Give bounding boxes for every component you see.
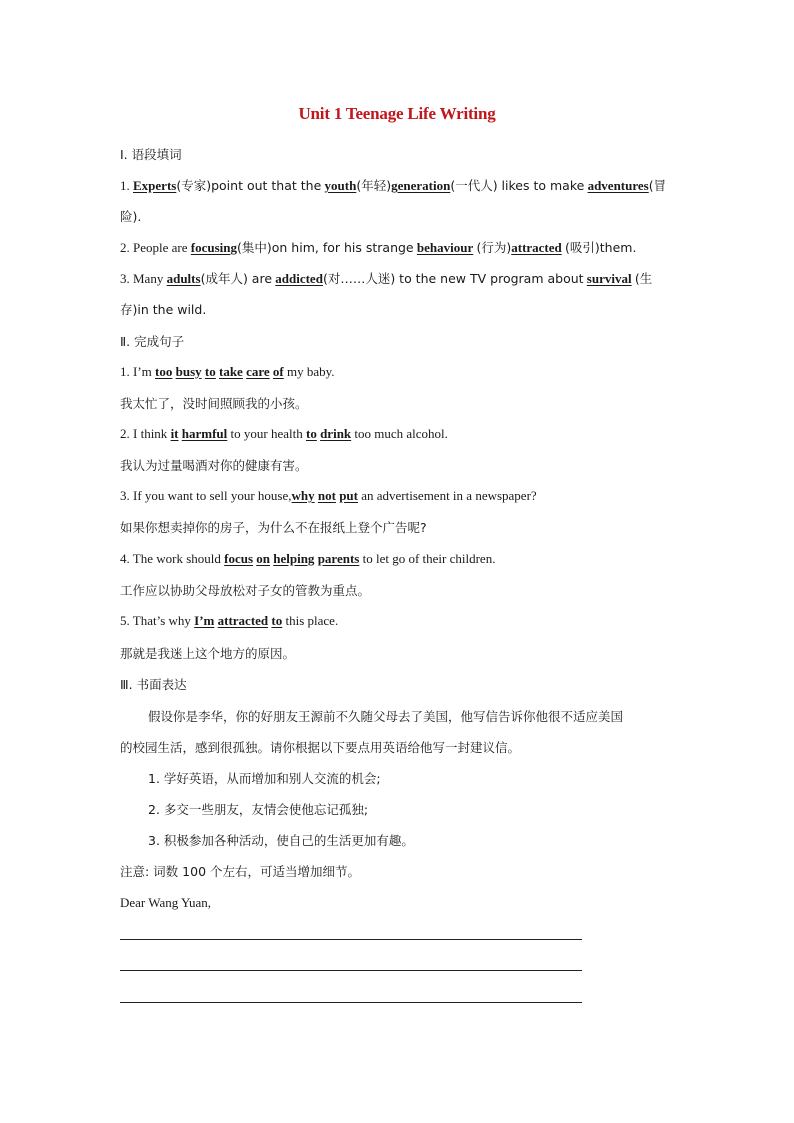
- answer: of: [272, 364, 284, 379]
- answer: Experts: [133, 178, 177, 193]
- writing-line: [120, 970, 582, 971]
- section2-s1: 1. I’m too busy to take care of my baby.: [120, 364, 335, 379]
- answer: to: [204, 364, 216, 379]
- answer: I’m: [194, 613, 215, 628]
- section1-q1-cont: 险).: [120, 209, 142, 224]
- answer: to: [305, 426, 317, 441]
- answer: adults: [166, 271, 201, 286]
- section2-s4-zh: 工作应以协助父母放松对子女的管教为重点。: [120, 583, 371, 598]
- answer: to: [271, 613, 283, 628]
- section2-s3: 3. If you want to sell your house,why not put an advertisement in a newspaper?: [120, 488, 537, 503]
- answer: attracted: [217, 613, 269, 628]
- section1-q3-cont: 存)in the wild.: [120, 302, 207, 317]
- answer: helping: [273, 551, 315, 566]
- answer: too: [155, 364, 173, 379]
- section1-q3: 3. Many adults(成年人) are addicted(对……人迷) to the new TV program about survival (生: [120, 271, 653, 286]
- answer: youth: [324, 178, 357, 193]
- section1-heading: Ⅰ. 语段填词: [120, 147, 182, 162]
- section2-s4: 4. The work should focus on helping parents to let go of their children.: [120, 551, 496, 566]
- section2-s5-zh: 那就是我迷上这个地方的原因。: [120, 646, 296, 661]
- word-count-note: 注意: 词数 100 个左右，可适当增加细节。: [120, 864, 360, 879]
- prompt-point-2: 2. 多交一些朋友，友情会使他忘记孤独;: [148, 802, 369, 817]
- answer: harmful: [181, 426, 228, 441]
- prompt-line-2: 的校园生活，感到很孤独。请你根据以下要点用英语给他写一封建议信。: [120, 740, 521, 755]
- section3-heading: Ⅲ. 书面表达: [120, 677, 187, 692]
- answer: focus: [224, 551, 254, 566]
- answer: addicted: [275, 271, 323, 286]
- answer: it: [170, 426, 179, 441]
- answer: care: [246, 364, 270, 379]
- answer: take: [219, 364, 243, 379]
- answer: on: [256, 551, 270, 566]
- section1-q1: 1. Experts(专家)point out that the youth(年轻)generation(一代人) likes to make adventures(冒: [120, 178, 667, 193]
- writing-line: [120, 1002, 582, 1003]
- answer: put: [339, 488, 358, 503]
- answer: parents: [317, 551, 360, 566]
- answer: drink: [320, 426, 352, 441]
- answer: focusing: [190, 240, 237, 255]
- section2-s3-zh: 如果你想卖掉你的房子，为什么不在报纸上登个广告呢?: [120, 520, 427, 535]
- writing-line: [120, 939, 582, 940]
- section2-s2: 2. I think it harmful to your health to drink too much alcohol.: [120, 426, 448, 441]
- section2-heading: Ⅱ. 完成句子: [120, 334, 185, 349]
- prompt-point-1: 1. 学好英语，从而增加和别人交流的机会;: [148, 771, 381, 786]
- answer: not: [317, 488, 336, 503]
- answer: generation: [391, 178, 451, 193]
- answer: behaviour: [416, 240, 474, 255]
- section2-s1-zh: 我太忙了，没时间照顾我的小孩。: [120, 396, 308, 411]
- prompt-line-1: 假设你是李华，你的好朋友王源前不久随父母去了美国，他写信告诉你他很不适应美国: [148, 709, 624, 724]
- answer: attracted: [511, 240, 562, 255]
- answer: survival: [586, 271, 632, 286]
- page-title: Unit 1 Teenage Life Writing: [298, 104, 496, 123]
- answer: why: [291, 488, 315, 503]
- section2-s2-zh: 我认为过量喝酒对你的健康有害。: [120, 458, 308, 473]
- letter-salutation: Dear Wang Yuan,: [120, 895, 212, 910]
- answer: adventures: [587, 178, 649, 193]
- section1-q2: 2. People are focusing(集中)on him, for his strange behaviour (行为)attracted (吸引)them.: [120, 240, 637, 255]
- prompt-point-3: 3. 积极参加各种活动，使自己的生活更加有趣。: [148, 833, 414, 848]
- answer: busy: [175, 364, 202, 379]
- section2-s5: 5. That’s why I’m attracted to this place.: [120, 613, 339, 628]
